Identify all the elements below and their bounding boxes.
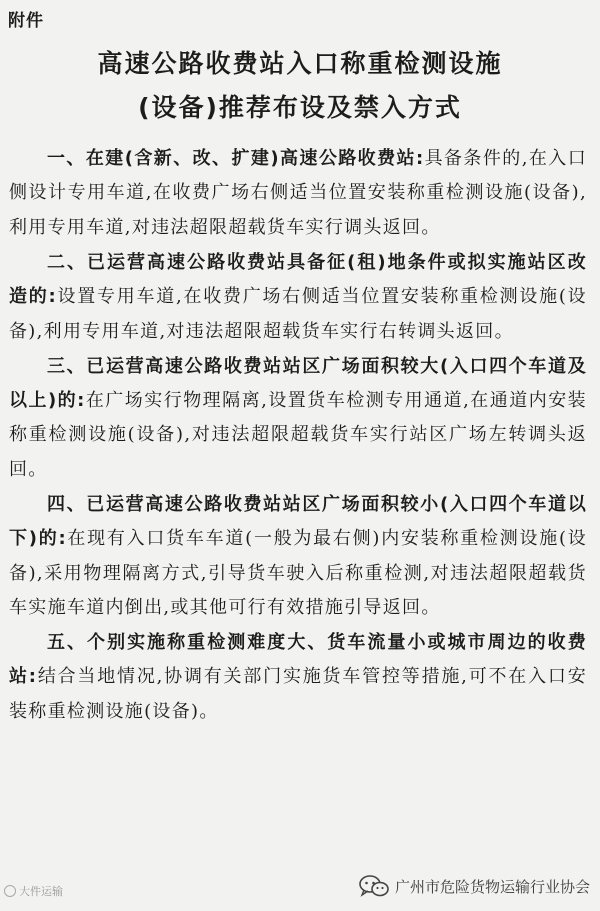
- paragraph-2: [9, 246, 587, 349]
- source-watermark-text: 大件运输: [19, 885, 63, 898]
- publisher-watermark-text: 广州市危险货物运输行业协会: [394, 877, 590, 896]
- paragraph-2-heading: 二、已运营高速公路收费站具备征(租)地条件或拟实施站区改造的:: [9, 251, 587, 308]
- paragraph-3-text: 在广场实行物理隔离,设置货车检测专用通道,在通道内安装称重检测设施(设备),对违法超限超载货车实行站区广场左转调头返回。: [9, 390, 587, 480]
- paragraph-5: [9, 626, 587, 729]
- app-logo-icon: [4, 885, 16, 897]
- paragraph-1-heading: 一、在建(含新、改、扩建)高速公路收费站:: [47, 148, 425, 169]
- paragraph-1: [9, 142, 587, 245]
- paragraph-5-heading: 五、个别实施称重检测难度大、货车流量小或城市周边的收费站:: [9, 632, 587, 688]
- paragraph-1-text: 具备条件的,在入口侧设计专用车道,在收费广场右侧适当位置安装称重检测设施(设备),利用专用车道,对违法超限超载货车实行调头返回。: [9, 148, 587, 238]
- wechat-icon: [359, 874, 389, 898]
- document-title-line-2: (设备)推荐布设及禁入方式: [138, 93, 462, 122]
- paragraph-4: [9, 488, 587, 626]
- document-title-line-1: 高速公路收费站入口称重检测设施: [97, 49, 503, 78]
- source-watermark: [4, 883, 63, 899]
- paragraph-3-heading: 三、已运营高速公路收费站站区广场面积较大(入口四个车道及以上)的:: [9, 355, 587, 412]
- publisher-watermark: [359, 874, 590, 898]
- paragraph-5-text: 结合当地情况,协调有关部门实施货车管控等措施,可不在入口安装称重检测设施(设备)。: [9, 666, 587, 722]
- paragraph-4-text: 在现有入口货车车道(一般为最右侧)内安装称重检测设施(设备),采用物理隔离方式,引导货车驶入后称重检测,对违法超限超载货车实施车道内倒出,或其他可行有效措施引导返回。: [9, 528, 588, 619]
- annex-label: 附件: [8, 11, 44, 31]
- paragraph-4-heading: 四、已运营高速公路收费站站区广场面积较小(入口四个车道以下)的:: [9, 493, 587, 550]
- paragraph-3: [9, 350, 587, 488]
- document-body: [9, 142, 587, 730]
- paragraph-2-text: 设置专用车道,在收费广场右侧适当位置安装称重检测设施(设备),利用专用车道,对违法超限超载货车实行右转调头返回。: [9, 286, 587, 342]
